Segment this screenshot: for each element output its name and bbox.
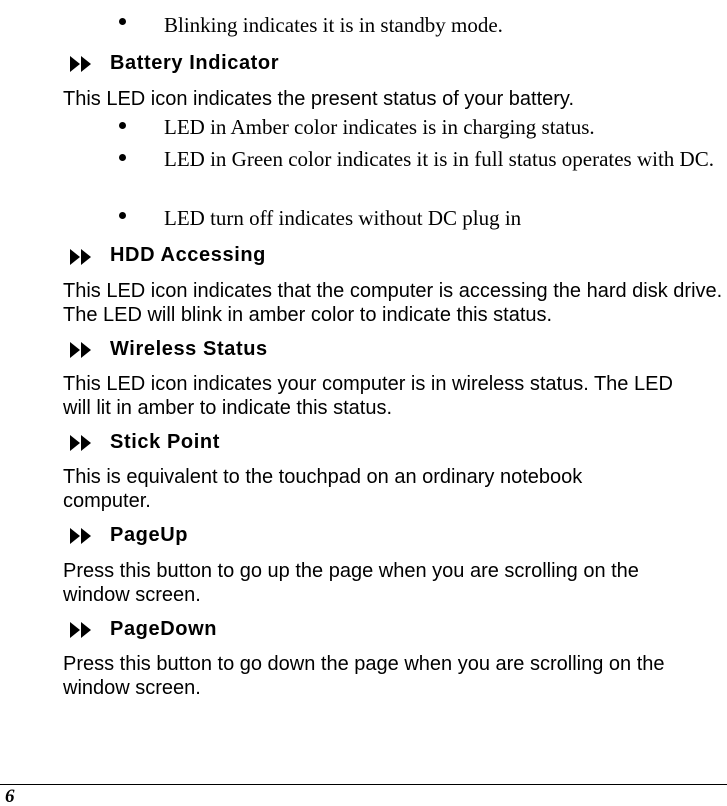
double-arrow-icon (70, 342, 92, 358)
double-arrow-icon (70, 56, 92, 72)
stick-point-heading: Stick Point (110, 431, 220, 453)
wireless-status-description: This LED icon indicates your computer is in wireless status. The LED will lit in amber to indicate this status. (63, 373, 673, 419)
stick-point-description: This is equivalent to the touchpad on an ordinary notebook computer. (63, 466, 583, 512)
double-arrow-icon (70, 435, 92, 451)
green-full-bullet-text: LED in Green color indicates it is in full status operates with DC. (164, 147, 714, 171)
standby-bullet-text: Blinking indicates it is in standby mode. (164, 13, 503, 37)
double-arrow-icon (70, 249, 92, 265)
led-off-bullet-text: LED turn off indicates without DC plug in (164, 206, 522, 230)
wireless-status-heading: Wireless Status (110, 338, 268, 360)
footer-divider (0, 784, 727, 785)
pageup-heading: PageUp (110, 524, 189, 546)
bullet-dot (119, 154, 126, 161)
amber-charging-bullet-text: LED in Amber color indicates is in charging status. (164, 115, 595, 139)
hdd-accessing-description: This LED icon indicates that the computer is accessing the hard disk drive. The LED will blink in amber color to indicate this status. (63, 280, 723, 326)
page-number: 6 (5, 786, 15, 806)
bullet-dot (119, 212, 126, 219)
double-arrow-icon (70, 622, 92, 638)
pagedown-heading: PageDown (110, 618, 218, 640)
pagedown-description: Press this button to go down the page when you are scrolling on the window screen. (63, 653, 665, 699)
bullet-dot (119, 18, 126, 25)
battery-indicator-heading: Battery Indicator (110, 52, 280, 74)
hdd-accessing-heading: HDD Accessing (110, 244, 266, 266)
pageup-description: Press this button to go up the page when you are scrolling on the window screen. (63, 560, 639, 606)
double-arrow-icon (70, 528, 92, 544)
bullet-dot (119, 122, 126, 129)
battery-indicator-description: This LED icon indicates the present status of your battery. (63, 88, 574, 110)
